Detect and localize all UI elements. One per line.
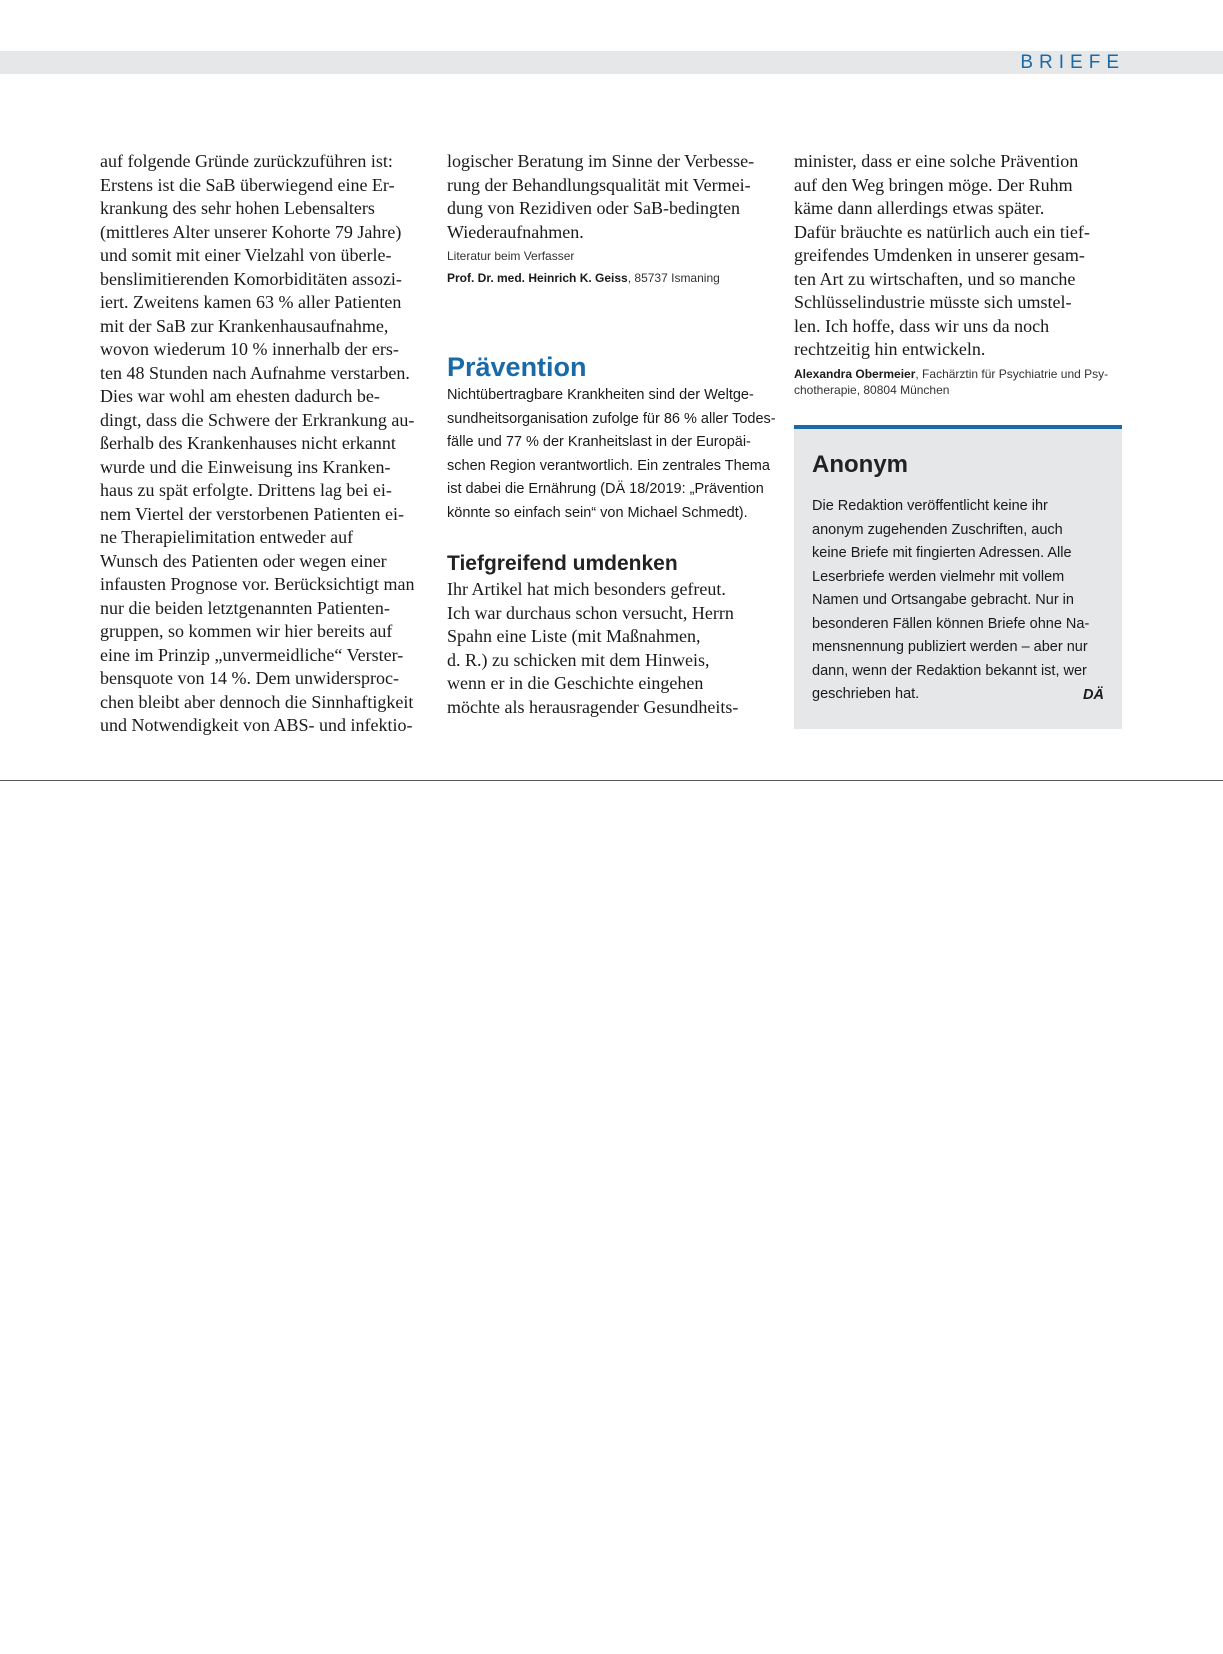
- text-line: wurde und die Einweisung ins Kranken-: [100, 456, 391, 477]
- text-line: anonym zugehenden Zuschriften, auch: [812, 521, 1063, 538]
- text-line: Wiederaufnahmen.: [447, 221, 584, 242]
- text-line: Leserbriefe werden vielmehr mit vollem: [812, 568, 1065, 585]
- text-line: geschrieben hat.: [812, 686, 920, 702]
- text-line: nem Viertel der verstorbenen Patienten ei-: [100, 503, 404, 524]
- column-1-text: [100, 150, 432, 738]
- text-line: sundheitsorganisation zufolge für 86 % aller Todes-: [447, 410, 776, 427]
- text-line: auf den Weg bringen möge. Der Ruhm: [794, 174, 1073, 195]
- author-name: Prof. Dr. med. Heinrich K. Geiss: [447, 271, 628, 285]
- text-line: und Notwendigkeit von ABS- und infektio-: [100, 715, 413, 735]
- text-line: könnte so einfach sein“ von Michael Schmedt).: [447, 504, 748, 521]
- text-line: Dafür bräuchte es natürlich auch ein tief-: [794, 221, 1090, 242]
- text-line: auf folgende Gründe zurückzuführen ist:: [100, 151, 393, 171]
- text-line: rechtzeitig hin entwickeln.: [794, 339, 986, 359]
- column-3: [794, 150, 1124, 398]
- author-place: , 85737 Ismaning: [627, 271, 720, 285]
- text-line: keine Briefe mit fingierten Adressen. Alle: [812, 545, 1072, 561]
- text-line: und somit mit einer Vielzahl von überle-: [100, 245, 392, 265]
- article-lead: [447, 384, 777, 525]
- text-line: dung von Rezidiven oder SaB-bedingten: [447, 198, 740, 218]
- letter-headline: Tiefgreifend umdenken: [447, 552, 678, 575]
- text-line: ten Art zu wirtschaften, und so manche: [794, 268, 1076, 289]
- author-name: Alexandra Obermeier: [794, 366, 916, 381]
- text-line: iert. Zweitens kamen 63 % aller Patienten: [100, 292, 402, 312]
- text-line: Ihr Artikel hat mich besonders gefreut.: [447, 579, 726, 599]
- text-line: Ich war durchaus schon versucht, Herrn: [447, 602, 734, 623]
- bottom-rule: [0, 780, 1223, 781]
- letter-body: [447, 578, 777, 719]
- letter-signature: [794, 366, 1124, 398]
- text-line: eine im Prinzip „unvermeidliche“ Verster-: [100, 644, 404, 665]
- text-line: möchte als herausragender Gesundheits-: [447, 696, 739, 717]
- section-label: BRIEFE: [1020, 52, 1125, 73]
- text-line: minister, dass er eine solche Prävention: [794, 151, 1079, 171]
- text-line: rung der Behandlungsqualität mit Vermei-: [447, 174, 751, 195]
- text-line: gruppen, so kommen wir hier bereits auf: [100, 621, 393, 641]
- text-line: logischer Beratung im Sinne der Verbesse-: [447, 151, 755, 171]
- text-line: chen bleibt aber dennoch die Sinnhaftigkeit: [100, 691, 414, 712]
- text-line: haus zu spät erfolgte. Drittens lag bei ei-: [100, 480, 392, 500]
- text-line: Spahn eine Liste (mit Maßnahmen,: [447, 626, 701, 646]
- text-line: nur die beiden letztgenannten Patienten-: [100, 597, 390, 618]
- author-details-cont: chotherapie, 80804 München: [794, 382, 950, 397]
- text-line: Erstens ist die SaB überwiegend eine Er-: [100, 174, 395, 195]
- text-line: ne Therapielimitation entweder auf: [100, 527, 354, 547]
- text-line: Namen und Ortsangabe gebracht. Nur in: [812, 592, 1074, 608]
- infobox-title: Anonym: [812, 451, 908, 478]
- text-line: dingt, dass die Schwere der Erkrankung au-: [100, 409, 415, 430]
- column-2-text: [447, 150, 777, 244]
- text-line: Die Redaktion veröffentlicht keine ihr: [812, 498, 1048, 514]
- article-headline: Prävention: [447, 352, 587, 382]
- text-line: bensquote von 14 %. Dem unwidersproc-: [100, 668, 399, 688]
- text-line: besonderen Fällen können Briefe ohne Na-: [812, 615, 1090, 632]
- text-line: greifendes Umdenken in unserer gesam-: [794, 245, 1085, 265]
- text-line: ßerhalb des Krankenhauses nicht erkannt: [100, 433, 396, 453]
- author-details: , Fachärztin für Psychiatrie und Psy-: [915, 366, 1109, 381]
- infobox-signoff: DÄ: [1083, 687, 1104, 703]
- text-line: d. R.) zu schicken mit dem Hinweis,: [447, 649, 710, 670]
- anonym-infobox: [794, 425, 1122, 729]
- column-2: [447, 150, 777, 719]
- text-line: (mittleres Alter unserer Kohorte 79 Jahre): [100, 221, 402, 242]
- text-line: ist dabei die Ernährung (DÄ 18/2019: „Prävention: [447, 481, 764, 497]
- text-line: wenn er in die Geschichte eingehen: [447, 673, 704, 693]
- text-line: Wunsch des Patienten oder wegen einer: [100, 550, 387, 571]
- text-line: len. Ich hoffe, dass wir uns da noch: [794, 315, 1050, 336]
- text-line: wovon wiederum 10 % innerhalb der ers-: [100, 339, 399, 359]
- text-line: käme dann allerdings etwas später.: [794, 198, 1045, 218]
- text-line: fälle und 77 % der Kranheitslast in der Europäi-: [447, 434, 751, 450]
- text-line: Nichtübertragbare Krankheiten sind der Weltge-: [447, 387, 754, 403]
- column-3-text: [794, 150, 1124, 362]
- text-line: mensnennung publiziert werden – aber nur: [812, 639, 1088, 655]
- literature-note: Literatur beim Verfasser: [447, 249, 575, 263]
- letter-signature: [447, 270, 777, 286]
- text-line: krankung des sehr hohen Lebensalters: [100, 198, 375, 218]
- text-line: dann, wenn der Redaktion bekannt ist, wer: [812, 662, 1087, 679]
- text-line: infausten Prognose vor. Berücksichtigt man: [100, 574, 415, 594]
- text-line: schen Region verantwortlich. Ein zentrales Thema: [447, 457, 770, 474]
- text-line: Dies war wohl am ehesten dadurch be-: [100, 386, 380, 406]
- text-line: Schlüsselindustrie müsste sich umstel-: [794, 292, 1072, 312]
- text-line: ten 48 Stunden nach Aufnahme verstarben.: [100, 362, 410, 383]
- text-line: mit der SaB zur Krankenhausaufnahme,: [100, 315, 389, 336]
- text-line: benslimitierenden Komorbiditäten assozi-: [100, 268, 402, 289]
- infobox-text: [812, 495, 1104, 707]
